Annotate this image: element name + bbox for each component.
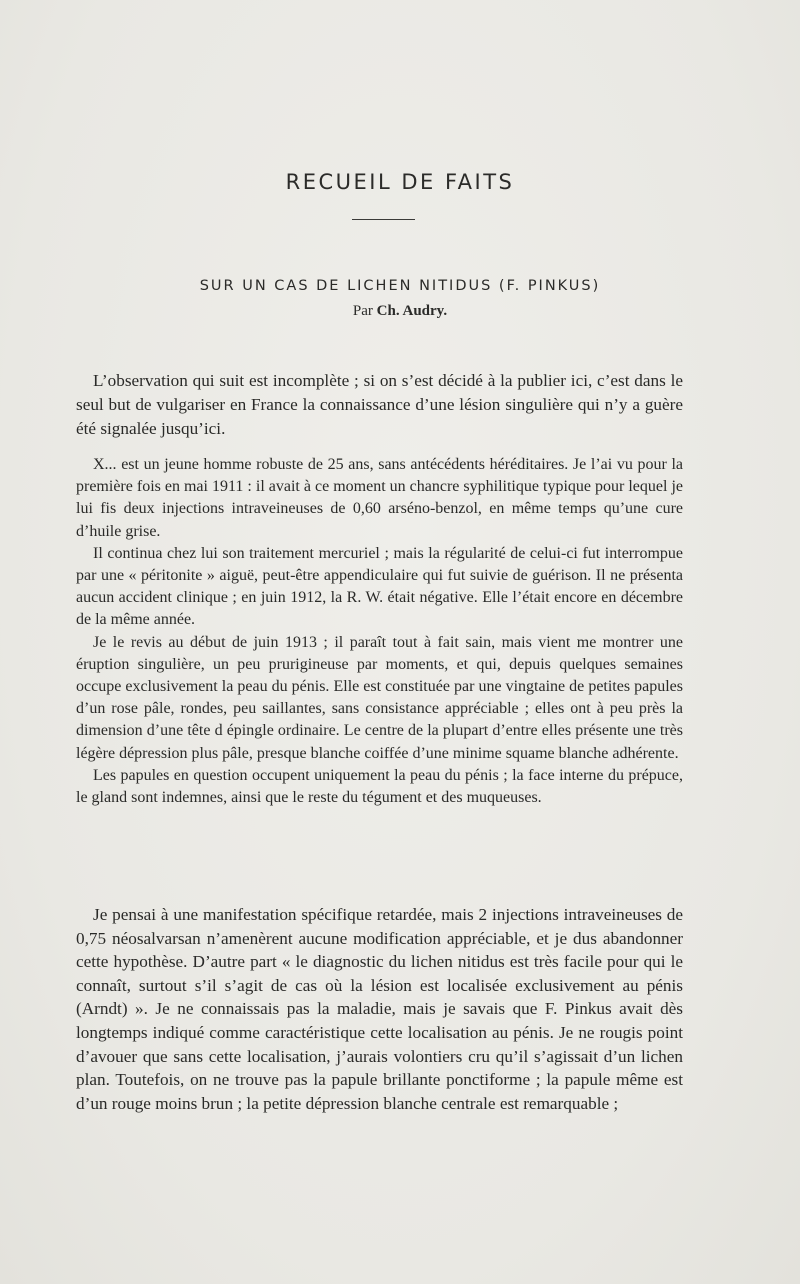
- byline-prefix: Par: [352, 303, 373, 319]
- paragraph-papules: Les papules en question occupent uniquement la peau du pénis ; la face interne du prépuce, le gland sont indemnes, ainsi que le reste du tégument et des muqueuses.: [76, 766, 683, 807]
- author-name: Ch. Audry.: [376, 303, 448, 319]
- article-title: SUR UN CAS DE LICHEN NITIDUS (F. PINKUS): [199, 278, 601, 294]
- paragraph-patient-history: X... est un jeune homme robuste de 25 ans, sans antécédents héréditaires. Je l’ai vu pour la première fois en mai 1911 : il avait à ce moment un chancre syphilitique typique pour lequel je lui fis deux injections intraveineuses de 0,60 arséno-benzol, en même temps qu’une cure d’huile grise.: [76, 456, 683, 540]
- observation-block: [76, 454, 683, 809]
- title-divider: [352, 219, 415, 220]
- paragraph-eruption: Je le revis au début de juin 1913 ; il paraît tout à fait sain, mais vient me montrer une éruption singulière, un peu prurigineuse par moments, et qui, depuis quelques semaines occupe exclusivement la peau du pénis. Elle est constituée par une vingtaine de petites papules d’un rose pâle, rondes, peu saillantes, sans consistance appréciable ; elles ont à peu près la dimension d’une tête d épingle ordinaire. Le centre de la plupart d’entre elles présente une très légère dépression plus pâle, presque blanche coiffée d’une minime squame blanche adhérente.: [76, 633, 683, 762]
- paragraph-treatment: Il continua chez lui son traitement mercuriel ; mais la régularité de celui-ci fut interrompue par une « péritonite » aiguë, peut-être appendiculaire qui fut suivie de guérison. Il ne présenta aucun accident clinique ; en juin 1912, la R. W. était négative. Elle l’était encore en décembre de la même année.: [76, 544, 683, 629]
- paragraph-diagnosis: Je pensai à une manifestation spécifique retardée, mais 2 injections intraveineuses de 0,75 néosalvarsan n’amenèrent aucune modification appréciable, et je dus abandonner cette hypothèse. D’autre part « le diagnostic du lichen nitidus est très facile pour qui le connaît, surtout s’il s’agit de cas où la lésion est localisée exclusivement au pénis (Arndt) ». Je ne connaissais pas la maladie, mais je savais que F. Pinkus avait dès longtemps indiqué comme caractéristique cette localisation au pénis. Je ne rougis point d’avouer que sans cette localisation, j’aurais volontiers cru qu’il s’agissait d’un lichen plan. Toutefois, on ne trouve pas la papule brillante ponctiforme ; la papule même est d’un rouge moins brun ; la petite dépression blanche centrale est remarquable ;: [76, 905, 683, 1113]
- intro-block: [76, 369, 683, 441]
- section-heading: RECUEIL DE FAITS: [285, 170, 515, 194]
- byline: [0, 303, 800, 320]
- discussion-block: [76, 903, 683, 1115]
- paragraph-intro: L’observation qui suit est incomplète ; si on s’est décidé à la publier ici, c’est dans le seul but de vulgariser en France la connaissance d’une lésion singulière qui n’y a guère été signalée jusqu’ici.: [76, 371, 683, 438]
